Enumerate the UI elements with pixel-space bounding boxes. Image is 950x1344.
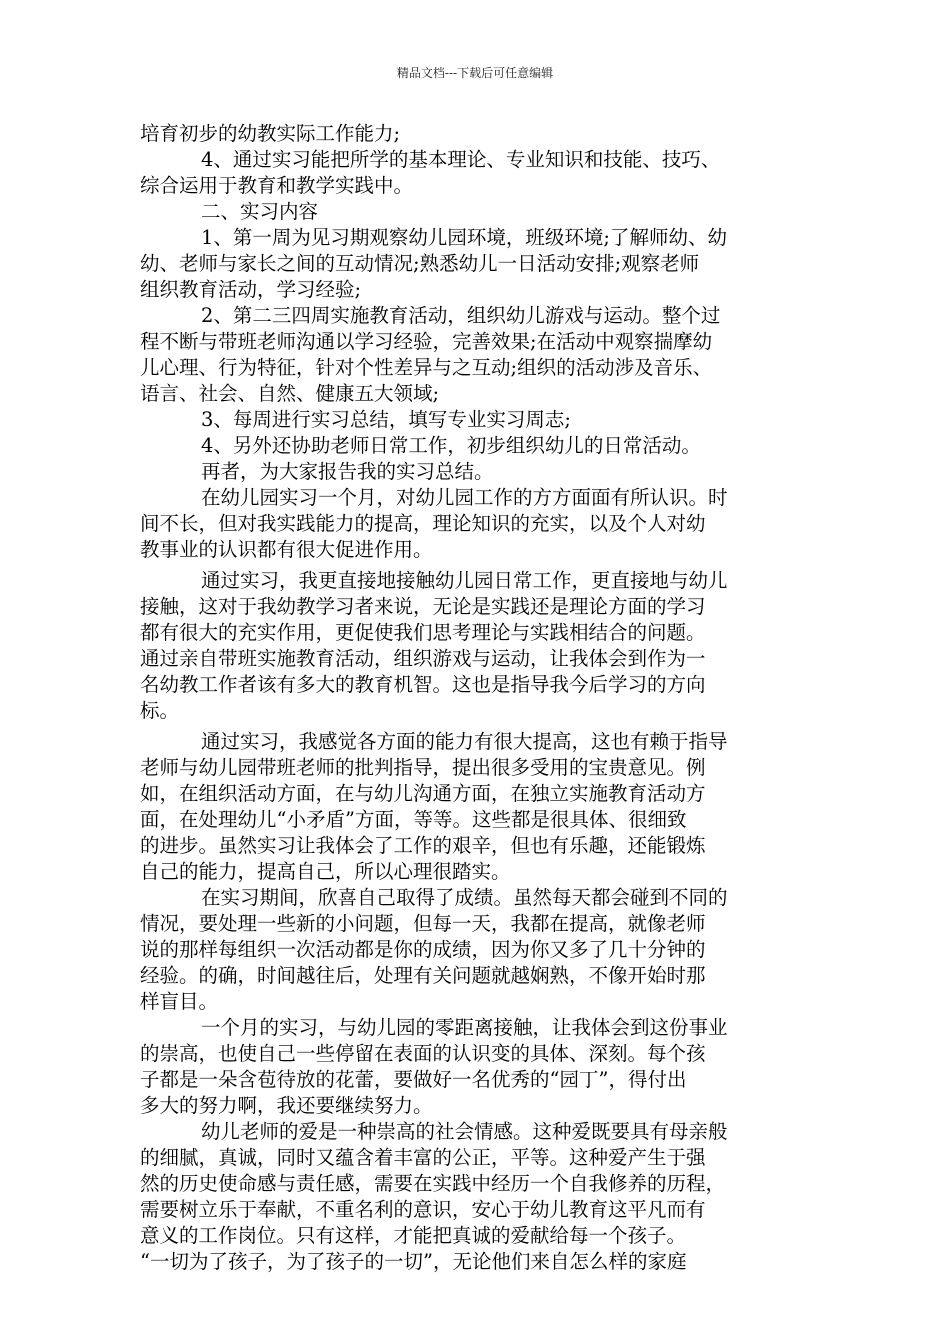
text-line: 然的历史使命感与责任感，需要在实践中经历一个自我修养的历程， bbox=[140, 1172, 726, 1195]
text-line: 二、实习内容 bbox=[201, 200, 319, 223]
text-line: 通过亲自带班实施教育活动，组织游戏与运动，让我体会到作为一 bbox=[140, 647, 706, 670]
page-header: 精品文档---下载后可任意编辑 bbox=[396, 66, 554, 80]
text-line: 在实习期间，欣喜自己取得了成绩。虽然每天都会碰到不同的 bbox=[201, 886, 728, 909]
text-line: 幼、老师与家长之间的互动情况;熟悉幼儿一日活动安排;观察老师 bbox=[140, 252, 700, 275]
text-line: 通过实习，我感觉各方面的能力有很大提高，这也有赖于指导 bbox=[201, 730, 728, 753]
text-line: 如，在组织活动方面，在与幼儿沟通方面，在独立实施教育活动方 bbox=[140, 782, 706, 805]
text-line: 面，在处理幼儿“小矛盾”方面，等等。这些都是很具体、很细致 bbox=[140, 808, 687, 831]
text-line: 样盲目。 bbox=[140, 990, 219, 1013]
text-line: 程不断与带班老师沟通以学习经验，完善效果;在活动中观察揣摩幼 bbox=[140, 330, 713, 353]
text-line: 说的那样每组织一次活动都是你的成绩，因为你又多了几十分钟的 bbox=[140, 938, 706, 961]
text-line: 都有很大的充实作用，更促使我们思考理论与实践相结合的问题。 bbox=[140, 621, 706, 644]
text-line: 间不长，但对我实践能力的提高，理论知识的充实，以及个人对幼 bbox=[140, 512, 706, 535]
text-line: 子都是一朵含苞待放的花蕾，要做好一名优秀的“园丁”，得付出 bbox=[140, 1068, 687, 1091]
text-line: 一个月的实习，与幼儿园的零距离接触，让我体会到这份事业 bbox=[201, 1016, 728, 1039]
text-line: 自己的能力，提高自己，所以心理很踏实。 bbox=[140, 860, 511, 883]
text-line: 标。 bbox=[140, 699, 180, 722]
text-line: 语言、社会、自然、健康五大领域; bbox=[140, 382, 440, 405]
text-line: 经验。的确，时间越往后，处理有关问题就越娴熟，不像开始时那 bbox=[140, 964, 706, 987]
text-line: 名幼教工作者该有多大的教育机智。这也是指导我今后学习的方向 bbox=[140, 673, 706, 696]
text-line: 情况，要处理一些新的小问题，但每一天，我都在提高，就像老师 bbox=[140, 912, 706, 935]
text-line: 多大的努力啊，我还要继续努力。 bbox=[140, 1094, 433, 1117]
text-line: 教事业的认识都有很大促进作用。 bbox=[140, 538, 433, 561]
text-line: 幼儿老师的爱是一种崇高的社会情感。这种爱既要具有母亲般 bbox=[201, 1120, 728, 1143]
document-body bbox=[140, 121, 816, 1275]
text-line: 意义的工作岗位。只有这样，才能把真诚的爱献给每一个孩子。 bbox=[140, 1224, 687, 1247]
text-line: 1、第一周为见习期观察幼儿园环境，班级环境;了解师幼、幼 bbox=[201, 226, 727, 249]
text-line: 的进步。虽然实习让我体会了工作的艰辛，但也有乐趣，还能锻炼 bbox=[140, 834, 706, 857]
text-line: 培育初步的幼教实际工作能力; bbox=[140, 122, 401, 145]
text-line: 接触，这对于我幼教学习者来说，无论是实践还是理论方面的学习 bbox=[140, 595, 706, 618]
text-line: 通过实习，我更直接地接触幼儿园日常工作，更直接地与幼儿 bbox=[201, 569, 728, 592]
text-line: 3、每周进行实习总结，填写专业实习周志; bbox=[201, 408, 571, 431]
text-line: 综合运用于教育和教学实践中。 bbox=[140, 174, 414, 197]
text-line: 儿心理、行为特征，针对个性差异与之互动;组织的活动涉及音乐、 bbox=[140, 356, 713, 379]
text-line: 老师与幼儿园带班老师的批判指导，提出很多受用的宝贵意见。例 bbox=[140, 756, 706, 779]
text-line: “一切为了孩子，为了孩子的一切”，无论他们来自怎么样的家庭 bbox=[140, 1250, 687, 1273]
text-line: 需要树立乐于奉献，不重名利的意识，安心于幼儿教育这平凡而有 bbox=[140, 1198, 706, 1221]
text-line: 再者，为大家报告我的实习总结。 bbox=[201, 460, 494, 483]
text-line: 的细腻，真诚，同时又蕴含着丰富的公正，平等。这种爱产生于强 bbox=[140, 1146, 706, 1169]
text-line: 在幼儿园实习一个月，对幼儿园工作的方方面面有所认识。时 bbox=[201, 486, 728, 509]
text-line: 2、第二三四周实施教育活动，组织幼儿游戏与运动。整个过 bbox=[201, 304, 721, 327]
text-line: 4、通过实习能把所学的基本理论、专业知识和技能、技巧、 bbox=[201, 148, 721, 171]
text-line: 组织教育活动，学习经验; bbox=[140, 278, 362, 301]
text-line: 4、另外还协助老师日常工作，初步组织幼儿的日常活动。 bbox=[201, 434, 701, 457]
text-line: 的崇高，也使自己一些停留在表面的认识变的具体、深刻。每个孩 bbox=[140, 1042, 706, 1065]
